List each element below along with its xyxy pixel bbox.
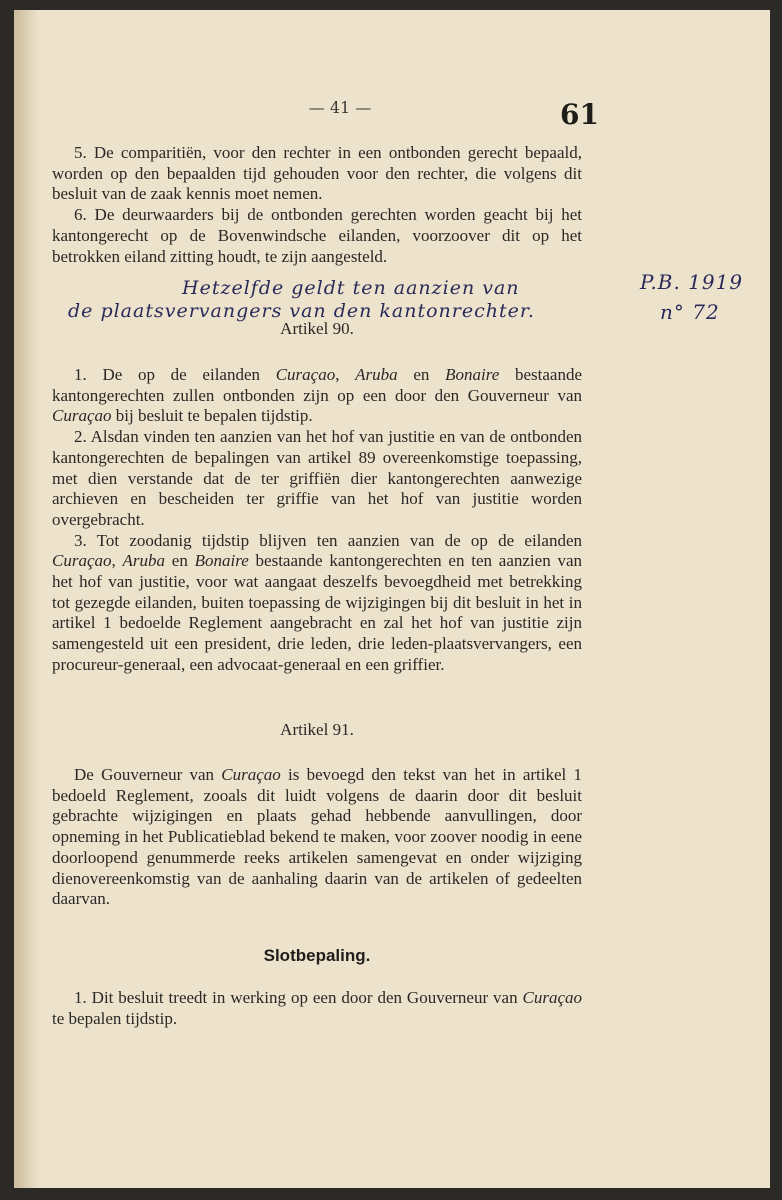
article-90-heading: Artikel 90.	[280, 319, 354, 338]
paragraph-5: 5. De comparitiën, voor den rechter in een ontbonden gerecht bepaald, worden op den bepaalden tijd gehouden voor den rechter, die volgens dit besluit van de zaak kennis moet nemen.	[52, 143, 582, 204]
final-provision-paragraph: 1. Dit besluit treedt in werking op een door den Gouverneur van Curaçao te bepalen tijdstip.	[52, 988, 582, 1028]
article-90-body	[52, 365, 582, 676]
final-provision-body	[52, 988, 582, 1029]
paragraph-6: 6. De deurwaarders bij de ontbonden gerechten worden geacht bij het kantongerecht op de Bovenwindsche eilanden, voorzoover dit op het betrokken eiland zitting houdt, te zijn aangesteld.	[52, 205, 582, 266]
article-90-paragraph-1: 1. De op de eilanden Curaçao, Aruba en Bonaire bestaande kantongerechten zullen ontbonden zijn op een door den Gouverneur van Curaçao bij besluit te bepalen tijdstip.	[52, 365, 582, 426]
handwritten-note-line2: de plaatsvervangers van den kantonrechter.	[68, 300, 535, 322]
article-91-body	[52, 765, 582, 910]
handwritten-margin-reference: P.B. 1919	[640, 270, 744, 294]
handwritten-note-line1: Hetzelfde geldt ten aanzien van	[182, 277, 520, 299]
article-90-paragraph-3: 3. Tot zoodanig tijdstip blijven ten aanzien van de op de eilanden Curaçao, Aruba en Bonaire bestaande kantongerechten en ten aanzien van het hof van justitie, voor wat aangaat deszelfs bevoegdheid met betrekking tot gezegde eilanden, buiten toepassing de wijzigingen bij dit besluit in het in artikel 1 bedoelde Reglement aangebracht en zal het hof van justitie zijn samengesteld uit een president, drie leden, drie leden-plaatsvervangers, een procureur-generaal, een advocaat-generaal en een griffier.	[52, 530, 583, 674]
page-spine	[17, 10, 39, 1188]
handwritten-margin-number: n° 72	[660, 300, 720, 324]
final-provision-heading: Slotbepaling.	[263, 946, 371, 965]
printed-page-number: — 41 —	[308, 98, 372, 117]
article-91-heading: Artikel 91.	[280, 720, 354, 739]
article-91-paragraph: De Gouverneur van Curaçao is bevoegd den tekst van het in artikel 1 bedoeld Reglement, zooals dit luidt volgens de daarin door dit besluit gebrachte wijzigingen en plaats gehad hebbende aanvullingen, door opneming in het Publicatieblad bekend te maken, voor zoover noodig in eene doorloopend genummerde reeks artikelen samengevat en onder wijziging dienovereenkomstig van de aanhaling daarin van de artikelen of gedeelten daarvan.	[52, 765, 582, 909]
article-90-paragraph-2: 2. Alsdan vinden ten aanzien van het hof van justitie en van de ontbonden kantongerechten de bepalingen van artikel 89 overeenkomstige toepassing, met dien verstande dat de ter griffiën dier kantongerechten aanwezige archieven en bescheiden ter griffie van het hof van justitie worden overgebracht.	[52, 427, 582, 529]
stamped-page-number: 61	[560, 98, 599, 131]
article-89-continued	[52, 143, 582, 267]
